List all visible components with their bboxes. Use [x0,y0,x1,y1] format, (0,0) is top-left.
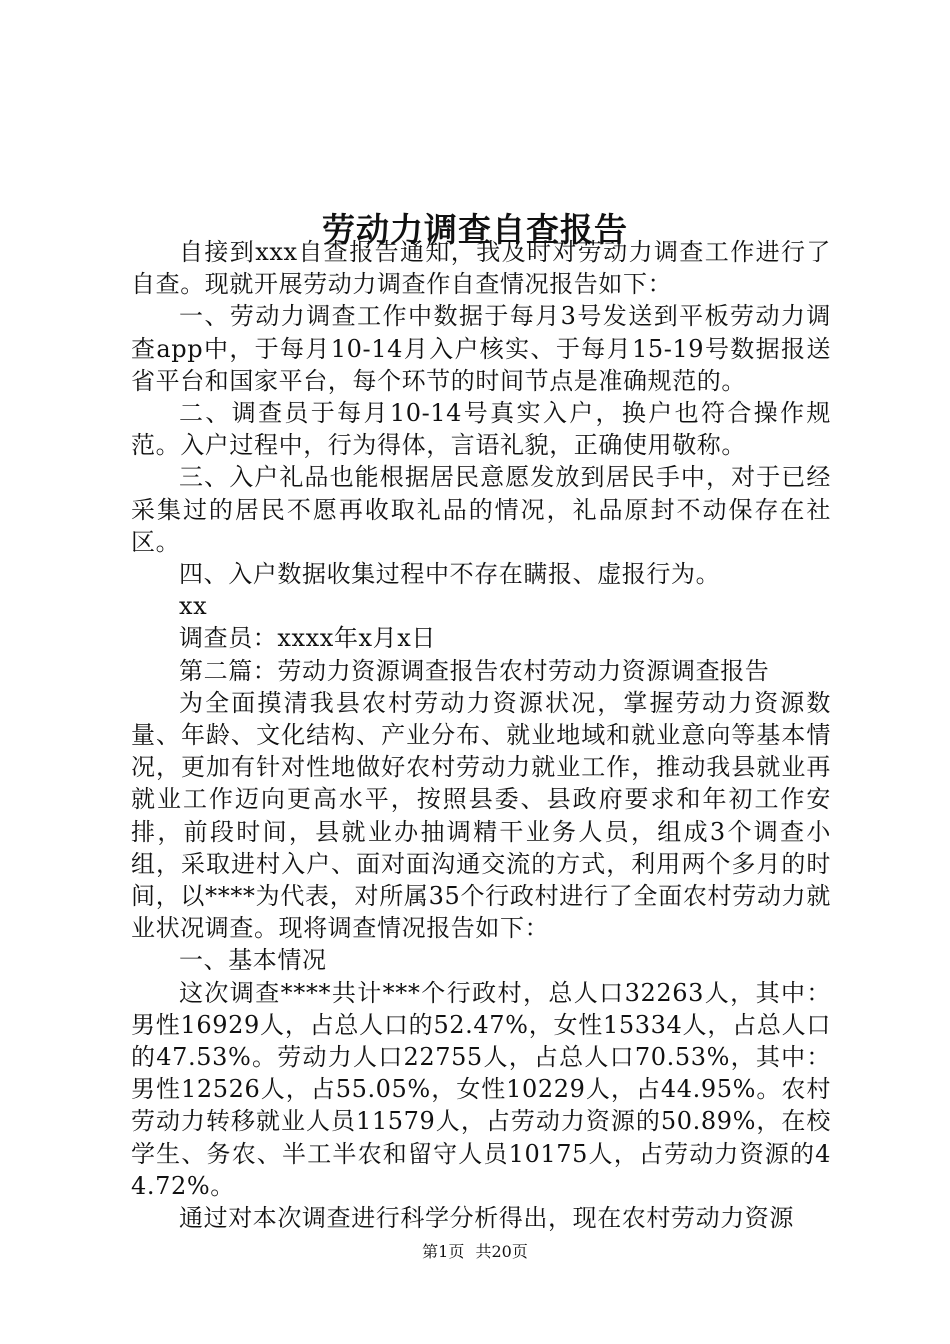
paragraph-item-2: 二、调查员于每月10-14号真实入户，换户也符合操作规范。入户过程中，行为得体，言语礼貌，正确使用敬称。 [131,399,831,460]
paragraph-item-4: 四、入户数据收集过程中不存在瞒报、虚报行为。 [179,560,721,589]
document-title: 劳动力调查自查报告 [322,210,628,250]
document-body [131,236,831,1234]
page-total: 共20页 [475,1242,528,1261]
paragraph-analysis: 通过对本次调查进行科学分析得出，现在农村劳动力资源 [179,1204,794,1233]
paragraph-part-two-intro: 为全面摸清我县农村劳动力资源状况，掌握劳动力资源数量、年龄、文化结构、产业分布、就业地域和就业意向等基本情况，更加有针对性地做好农村劳动力就业工作，推动我县就业再就业工作迈向更高水平，按照县委、县政府要求和年初工作安排，前段时间，县就业办抽调精干业务人员，组成3个调查小组，采取进村入户、面对面沟通交流的方式，利用两个多月的时间，以****为代表，对所属35个行政村进行了全面农村劳动力就业状况调查。现将调查情况报告如下： [131,688,831,943]
signature-name: xx [179,592,208,621]
page-footer [0,1240,950,1264]
paragraph-intro: 自接到xxx自查报告通知，我及时对劳动力调查工作进行了自查。现就开展劳动力调查作自查情况报告如下： [131,238,831,299]
section-heading-part-two: 第二篇：劳动力资源调查报告农村劳动力资源调查报告 [179,656,770,685]
section-heading-basic-situation: 一、基本情况 [179,946,327,975]
signature-date: 调查员：xxxx年x月x日 [179,624,437,653]
paragraph-item-3: 三、入户礼品也能根据居民意愿发放到居民手中，对于已经采集过的居民不愿再收取礼品的情况，礼品原封不动保存在社区。 [131,463,831,556]
page-number: 第1页 [422,1242,465,1261]
paragraph-statistics: 这次调查****共计***个行政村，总人口32263人，其中：男性16929人，占总人口的52.47%，女性15334人，占总人口的47.53%。劳动力人口22755人，占总人口70.53%，其中：男性12526人，占55.05%，女性10229人，占44.95%。农村劳动力转移就业人员11579人，占劳动力资源的50.89%，在校学生、务农、半工半农和留守人员10175人，占劳动力资源的44.72%。 [131,978,831,1200]
paragraph-item-1: 一、劳动力调查工作中数据于每月3号发送到平板劳动力调查app中，于每月10-14月入户核实、于每月15-19号数据报送省平台和国家平台，每个环节的时间节点是准确规范的。 [131,302,831,395]
